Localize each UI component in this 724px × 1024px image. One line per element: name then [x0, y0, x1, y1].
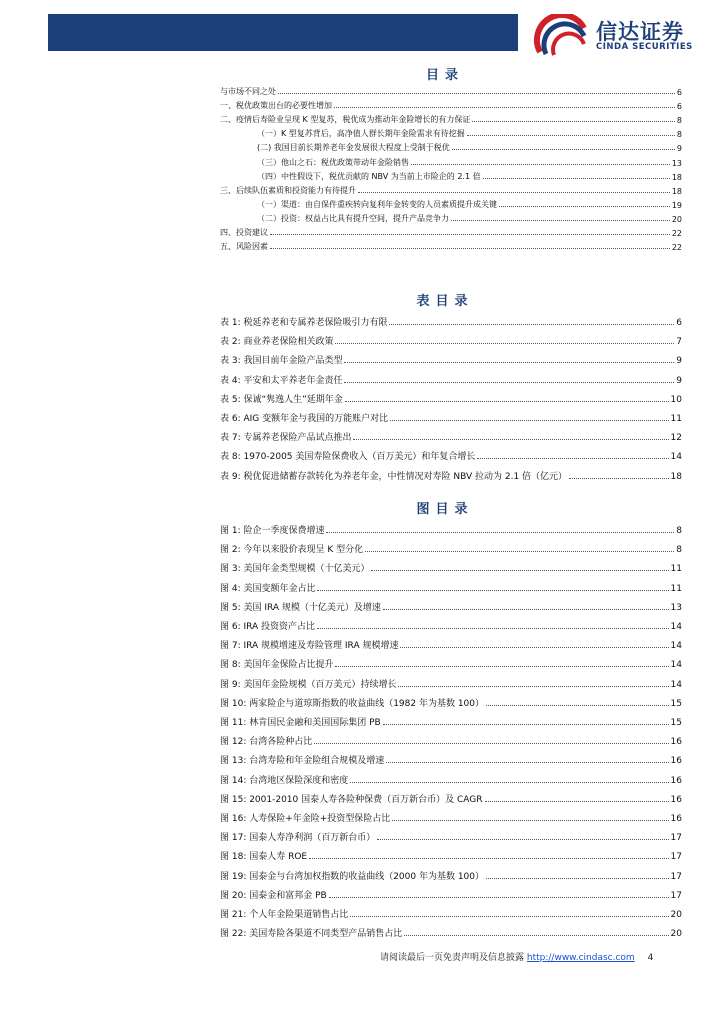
figure-entry[interactable]: [220, 769, 682, 786]
dot-leader: [411, 164, 670, 165]
figure-entry-label: 图 4: 美国变额年金占比: [220, 583, 316, 594]
dot-leader: [317, 628, 669, 629]
figure-entry-label: 图 10: 两家险企与道琼斯指数的收益曲线（1982 年为基数 100）: [220, 698, 485, 709]
figure-entry-page: 16: [670, 737, 682, 748]
table-entry[interactable]: [220, 311, 682, 328]
figure-entry-label: 图 6: IRA 投资资产占比: [220, 622, 316, 632]
figure-entry-label: 图 13: 台湾寿险和年金险组合规模及增速: [220, 756, 385, 767]
dot-leader: [486, 878, 669, 879]
dot-leader: [353, 439, 668, 440]
contents-entry[interactable]: [220, 238, 682, 252]
figure-entry-page: 17: [670, 833, 682, 844]
footer-url-link[interactable]: http://www.cindasc.com: [526, 953, 635, 963]
dot-leader: [329, 897, 669, 898]
dot-leader: [365, 551, 674, 552]
contents-entry-label: 二、疫情后寿险业呈现 K 型复苏，税优成为推动年金险增长的有力保证: [220, 115, 471, 125]
figure-entry-page: 13: [670, 602, 682, 613]
dot-leader: [386, 762, 668, 763]
figure-entry[interactable]: [220, 730, 682, 747]
dot-leader: [404, 935, 668, 936]
table-entry-label: 表 8: 1970-2005 美国寿险保费收入（百万美元）和年复合增长: [220, 452, 476, 463]
figure-entry-label: 图 2: 今年以来股价表现呈 K 型分化: [220, 545, 364, 556]
dot-leader: [477, 458, 668, 459]
table-entry-page: 7: [676, 337, 682, 348]
figure-entry-label: 图 20: 国泰金和富邦金 PB: [220, 890, 327, 901]
contents-entry[interactable]: [257, 210, 682, 224]
figures-title: 图目录: [416, 502, 474, 517]
dot-leader: [334, 107, 675, 108]
dot-leader: [483, 178, 670, 179]
table-entry-page: 11: [670, 414, 682, 424]
dot-leader: [392, 820, 668, 821]
figure-entry-page: 17: [670, 852, 682, 863]
contents-entry[interactable]: [257, 154, 682, 168]
figure-entry[interactable]: [220, 711, 682, 728]
contents-entry-page: 20: [671, 214, 682, 224]
dot-leader: [389, 324, 674, 325]
figure-entry-label: 图 7: IRA 规模增速及寿险管理 IRA 规模增速: [220, 641, 399, 652]
contents-entry[interactable]: [257, 139, 682, 153]
figure-entry-page: 14: [670, 641, 682, 652]
figure-entry-label: 图 21: 个人年金险渠道销售占比: [220, 910, 349, 920]
header-bar: [48, 14, 518, 51]
dot-leader: [344, 382, 674, 383]
figure-entry[interactable]: [220, 807, 682, 824]
figure-entry-page: 16: [670, 814, 682, 824]
contents-entry-label: （一）K 型复苏背后，高净值人群长期年金险需求有待挖掘: [257, 129, 465, 139]
dot-leader: [350, 782, 668, 783]
dot-leader: [314, 743, 668, 744]
tables-title: 表目录: [416, 294, 474, 309]
figure-entry-label: 图 12: 台湾各险种占比: [220, 737, 313, 748]
table-entry-label: 表 3: 我国目前年金险产品类型: [220, 356, 343, 367]
contents-entry-label: (二) 我国目前长期养老年金发展很大程度上受制于税优: [257, 143, 450, 153]
figure-entry-label: 图 1: 险企一季度保费增速: [220, 526, 325, 536]
footer-disclaimer: 请阅读最后一页免责声明及信息披露: [380, 953, 525, 963]
dot-leader: [270, 234, 670, 235]
dot-leader: [451, 220, 670, 221]
figure-entry-page: 17: [670, 871, 682, 882]
dot-leader: [350, 916, 668, 917]
dot-leader: [499, 206, 670, 207]
dot-leader: [383, 724, 669, 725]
table-entry[interactable]: [220, 445, 682, 462]
figure-entry-page: 11: [670, 583, 682, 594]
figure-entry[interactable]: [220, 692, 682, 709]
contents-entry-page: 13: [671, 158, 682, 168]
contents-entry-label: 四、投资建议: [220, 228, 268, 237]
table-entry-page: 9: [676, 356, 682, 367]
cinda-logo-icon: [532, 14, 592, 56]
dot-leader: [344, 362, 674, 363]
contents-entry-label: 与市场不同之处: [220, 87, 276, 96]
table-entry-label: 表 5: 保诚“隽逸人生”延期年金: [220, 394, 343, 405]
table-entry-label: 表 1: 税延养老和专属养老保险吸引力有限: [220, 318, 388, 328]
table-entry-page: 14: [670, 452, 682, 463]
figure-entry[interactable]: [220, 673, 682, 690]
contents-entry-label: （四）中性假设下，税优贡献的 NBV 为当前上市险企的 2.1 倍: [257, 171, 481, 181]
dot-leader: [400, 647, 668, 648]
figure-entry[interactable]: [220, 519, 682, 536]
dot-leader: [452, 149, 675, 150]
table-entry[interactable]: [220, 369, 682, 386]
contents-entry-page: 6: [676, 88, 682, 97]
figure-entry-page: 20: [670, 910, 682, 920]
figure-entry-label: 图 18: 国泰人寿 ROE: [220, 852, 308, 863]
table-entry[interactable]: [220, 349, 682, 366]
contents-entry[interactable]: [220, 83, 682, 97]
dot-leader: [390, 420, 668, 421]
figure-entry-page: 16: [670, 756, 682, 767]
table-entry[interactable]: [220, 388, 682, 405]
table-entry-page: 12: [670, 433, 682, 444]
figure-entry-label: 图 14: 台湾地区保险深度和密度: [220, 775, 349, 786]
contents-entry-page: 6: [676, 102, 682, 112]
dot-leader: [398, 686, 668, 687]
figure-entry[interactable]: [220, 884, 682, 901]
figure-entry-label: 图 22: 美国寿险各渠道不同类型产品销售占比: [220, 929, 403, 940]
dot-leader: [326, 532, 674, 533]
table-entry-page: 10: [670, 394, 682, 405]
contents-entry-label: 五、风险因素: [220, 242, 268, 252]
figure-entry-page: 15: [670, 718, 682, 728]
figure-entry-page: 8: [676, 545, 682, 556]
contents-entry[interactable]: [220, 182, 682, 196]
table-entry-label: 表 9: 税优促进储蓄存款转化为养老年金，中性情况对寿险 NBV 拉动为 2.1 倍（亿元）: [220, 471, 568, 482]
dot-leader: [345, 401, 669, 402]
figure-entry-label: 图 17: 国泰人寿净利润（百万新台币）: [220, 833, 376, 844]
contents-entry[interactable]: [220, 97, 682, 111]
contents-entry[interactable]: [257, 168, 682, 182]
figure-entry[interactable]: [220, 577, 682, 594]
figure-entry-page: 15: [670, 698, 682, 709]
contents-entry-label: 一、税优政策出台的必要性增加: [220, 101, 332, 111]
contents-entry-page: 8: [676, 116, 682, 126]
dot-leader: [371, 570, 668, 571]
contents-entry-page: 22: [671, 229, 682, 238]
dot-leader: [335, 343, 674, 344]
figure-entry[interactable]: [220, 634, 682, 651]
contents-entry-label: （一）渠道：由自保件重疾转向复利年金转变的人员素质提升成关键: [257, 199, 497, 209]
contents-entry[interactable]: [220, 224, 682, 238]
page-footer: [380, 950, 653, 963]
figure-entry-page: 14: [670, 622, 682, 632]
contents-entry-page: 8: [676, 130, 682, 140]
figure-entry-page: 17: [670, 890, 682, 901]
dot-leader: [270, 248, 670, 249]
figure-entry[interactable]: [220, 788, 682, 805]
dot-leader: [472, 121, 675, 122]
contents-entry-label: 三、后续队伍素质和投资能力有待提升: [220, 185, 356, 195]
figure-entry-page: 14: [670, 660, 682, 671]
figure-entry-label: 图 3: 美国年金类型规模（十亿美元）: [220, 564, 370, 575]
figure-entry-label: 图 11: 林肯国民金融和美国国际集团 PB: [220, 718, 381, 728]
figure-entry-page: 16: [670, 794, 682, 805]
contents-entry-label: （二）投资：权益占比具有提升空间，提升产品竞争力: [257, 213, 449, 223]
dot-leader: [309, 858, 668, 859]
figure-entry[interactable]: [220, 557, 682, 574]
figure-entry[interactable]: [220, 826, 682, 843]
cinda-logo: [532, 14, 712, 56]
page-number: 4: [647, 953, 654, 963]
dot-leader: [486, 705, 669, 706]
figure-entry[interactable]: [220, 653, 682, 670]
dot-leader: [467, 135, 675, 136]
logo-chinese-name: 信达证券: [596, 20, 684, 44]
dot-leader: [569, 478, 669, 479]
table-entry-page: 6: [676, 318, 682, 328]
table-entry[interactable]: [220, 330, 682, 347]
table-entry-page: 9: [676, 375, 682, 386]
figure-entry[interactable]: [220, 922, 682, 939]
table-entry-label: 表 7: 专属养老保险产品试点推出: [220, 433, 352, 444]
dot-leader: [358, 192, 670, 193]
dot-leader: [485, 801, 669, 802]
dot-leader: [335, 666, 668, 667]
contents-entry-page: 18: [671, 186, 682, 196]
figure-entry-label: 图 5: 美国 IRA 规模（十亿美元）及增速: [220, 602, 381, 613]
figure-entry-page: 8: [676, 526, 682, 536]
figure-entry-page: 14: [670, 679, 682, 690]
dot-leader: [383, 609, 669, 610]
table-entry-label: 表 6: AIG 变额年金与我国的万能账户对比: [220, 414, 389, 424]
figure-entry-page: 20: [670, 929, 682, 940]
dot-leader: [377, 839, 668, 840]
table-entry-label: 表 4: 平安和太平养老年金责任: [220, 375, 343, 386]
figure-entry-page: 11: [670, 564, 682, 575]
figure-entry-label: 图 9: 美国年金险规模（百万美元）持续增长: [220, 679, 397, 690]
contents-entry[interactable]: [257, 125, 682, 139]
contents-entry[interactable]: [257, 196, 682, 210]
figure-entry[interactable]: [220, 865, 682, 882]
figure-entry[interactable]: [220, 845, 682, 862]
figure-entry[interactable]: [220, 749, 682, 766]
contents-entry-label: （三）他山之石：税优政策带动年金险销售: [257, 157, 409, 167]
table-entry-page: 18: [670, 471, 682, 482]
table-entry-label: 表 2: 商业养老保险相关政策: [220, 337, 334, 348]
contents-entry-page: 19: [671, 200, 682, 210]
figure-entry-label: 图 16: 人寿保险+年金险+投资型保险占比: [220, 814, 391, 824]
figure-entry[interactable]: [220, 596, 682, 613]
figure-entry-page: 16: [670, 775, 682, 786]
contents-entry[interactable]: [220, 111, 682, 125]
table-entry[interactable]: [220, 465, 682, 482]
contents-title: 目录: [425, 68, 464, 83]
dot-leader: [317, 590, 668, 591]
contents-entry-page: 9: [676, 144, 682, 154]
dot-leader: [278, 93, 675, 94]
logo-english-name: CINDA SECURITIES: [596, 42, 693, 52]
figure-entry-label: 图 15: 2001-2010 国泰人寿各险种保费（百万新台币）及 CAGR: [220, 794, 483, 805]
contents-entry-page: 18: [671, 172, 682, 182]
figure-entry[interactable]: [220, 538, 682, 555]
figure-entry-label: 图 8: 美国年金保险占比提升: [220, 660, 334, 671]
figure-entry-label: 图 19: 国泰金与台湾加权指数的收益曲线（2000 年为基数 100）: [220, 871, 485, 882]
contents-entry-page: 22: [671, 243, 682, 253]
table-entry[interactable]: [220, 426, 682, 443]
table-entry[interactable]: [220, 407, 682, 424]
figure-entry[interactable]: [220, 615, 682, 632]
figure-entry[interactable]: [220, 903, 682, 920]
